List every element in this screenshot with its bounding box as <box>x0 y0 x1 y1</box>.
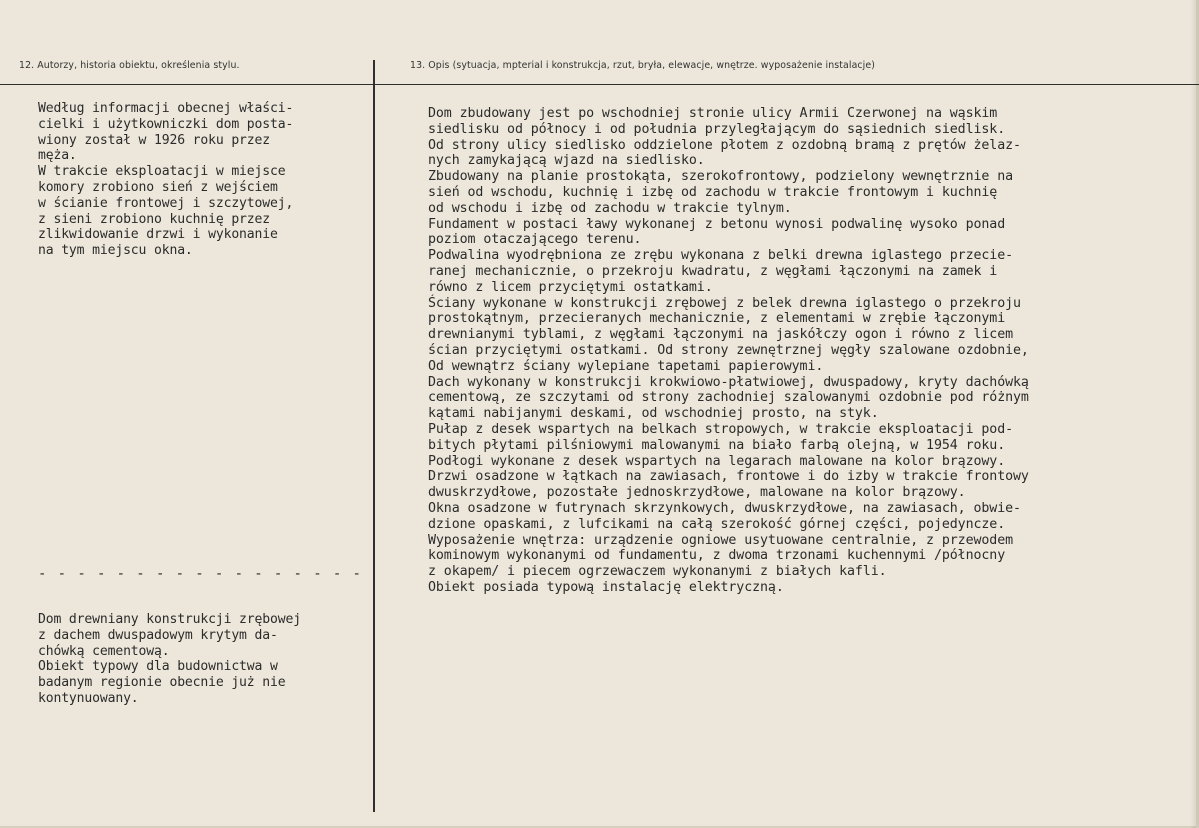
dashed-separator: - - - - - - - - - - - - - - - - - <box>38 566 363 582</box>
column-divider <box>373 60 375 812</box>
section-13-header: 13. Opis (sytuacja, mpterial i konstrukcja, rzut, bryła, elewacje, wnętrze. wyposażenie instalacje) <box>410 60 875 71</box>
description-text: Dom zbudowany jest po wschodniej stronie ulicy Armii Czerwonej na wąskim siedlisku od północy i od południa przyległającym do sąsiednich siedlisk. Od strony ulicy siedlisko oddzielone płotem z ozdobną bramą z prętów żelaz- nych zamykającą wjazd na siedlisko. Zbudowany na planie prostokąta, szerokofrontowy, podzielony wewnętrznie na sień od wschodu, kuchnię i izbę od zachodu w trakcie frontowym i kuchnię od wschodu i izbę od zachodu w trakcie tylnym. Fundament w postaci ławy wykonanej z betonu wynosi podwalinę wysoko ponad poziom otaczającego terenu. Podwalina wyodrębniona ze zrębu wykonana z belki drewna iglastego przecie- ranej mechanicznie, o przekroju kwadratu, z węgłami łączonymi na zamek i równo z licem przyciętymi ostatkami. Ściany wykonane w konstrukcji zrębowej z belek drewna iglastego o przekroju prostokątnym, przecieranych mechanicznie, z elementami w zrębie łączonymi drewnianymi tyblami, z węgłami łączonymi na jaskółczy ogon i równo z licem ścian przyciętymi ostatkami. Od strony zewnętrznej węgły szalowane ozdobnie, Od wewnątrz ściany wylepiane tapetami papierowymi. Dach wykonany w konstrukcji krokwiowo-płatwiowej, dwuspadowy, kryty dachówką cementową, ze szczytami od strony zachodniej szalowanymi ozdobnie pod różnym kątami nabijanymi deskami, od wschodniej prosto, na styk. Pułap z desek wspartych na belkach stropowych, w trakcie eksploatacji pod- bitych płytami pilśniowymi malowanymi na biało farbą olejną, w 1954 roku. Podłogi wykonane z desek wspartych na legarach malowane na kolor brązowy. Drzwi osadzone w łątkach na zawiasach, frontowe i do izby w trakcie frontowy dwuskrzydłowe, pozostałe jednoskrzydłowe, malowane na kolor brązowy. Okna osadzone w futrynach skrzynkowych, dwuskrzydłowe, na zawiasach, obwie- dzione opaskami, z lufcikami na całą szerokość górnej części, pojedyncze. Wyposażenie wnętrza: urządzenie ogniowe usytuowane centralnie, z przewodem kominowym wykonanymi od fundamentu, z dwoma trzonami kuchennymi /północny z okapem/ i piecem ogrzewaczem wykonanymi z białych kafli. Obiekt posiada typową instalację elektryczną. <box>428 106 1029 595</box>
page-edge-shadow <box>1190 0 1196 828</box>
header-divider <box>0 84 1199 85</box>
style-text: Dom drewniany konstrukcji zrębowej z dachem dwuspadowym krytym da- chówką cementową. Obiekt typowy dla budownictwa w badanym regionie obecnie już nie kontynuowany. <box>38 612 301 706</box>
history-text: Według informacji obecnej właści- cielki i użytkowniczki dom posta- wiony został w 1926 roku przez męża. W trakcie eksploatacji w miejsce komory zrobiono sień z wejściem w ścianie frontowej i szczytowej, z sieni zrobiono kuchnię przez zlikwidowanie drzwi i wykonanie na tym miejscu okna. <box>38 101 294 259</box>
section-12-header: 12. Autorzy, historia obiektu, określenia stylu. <box>19 60 240 71</box>
